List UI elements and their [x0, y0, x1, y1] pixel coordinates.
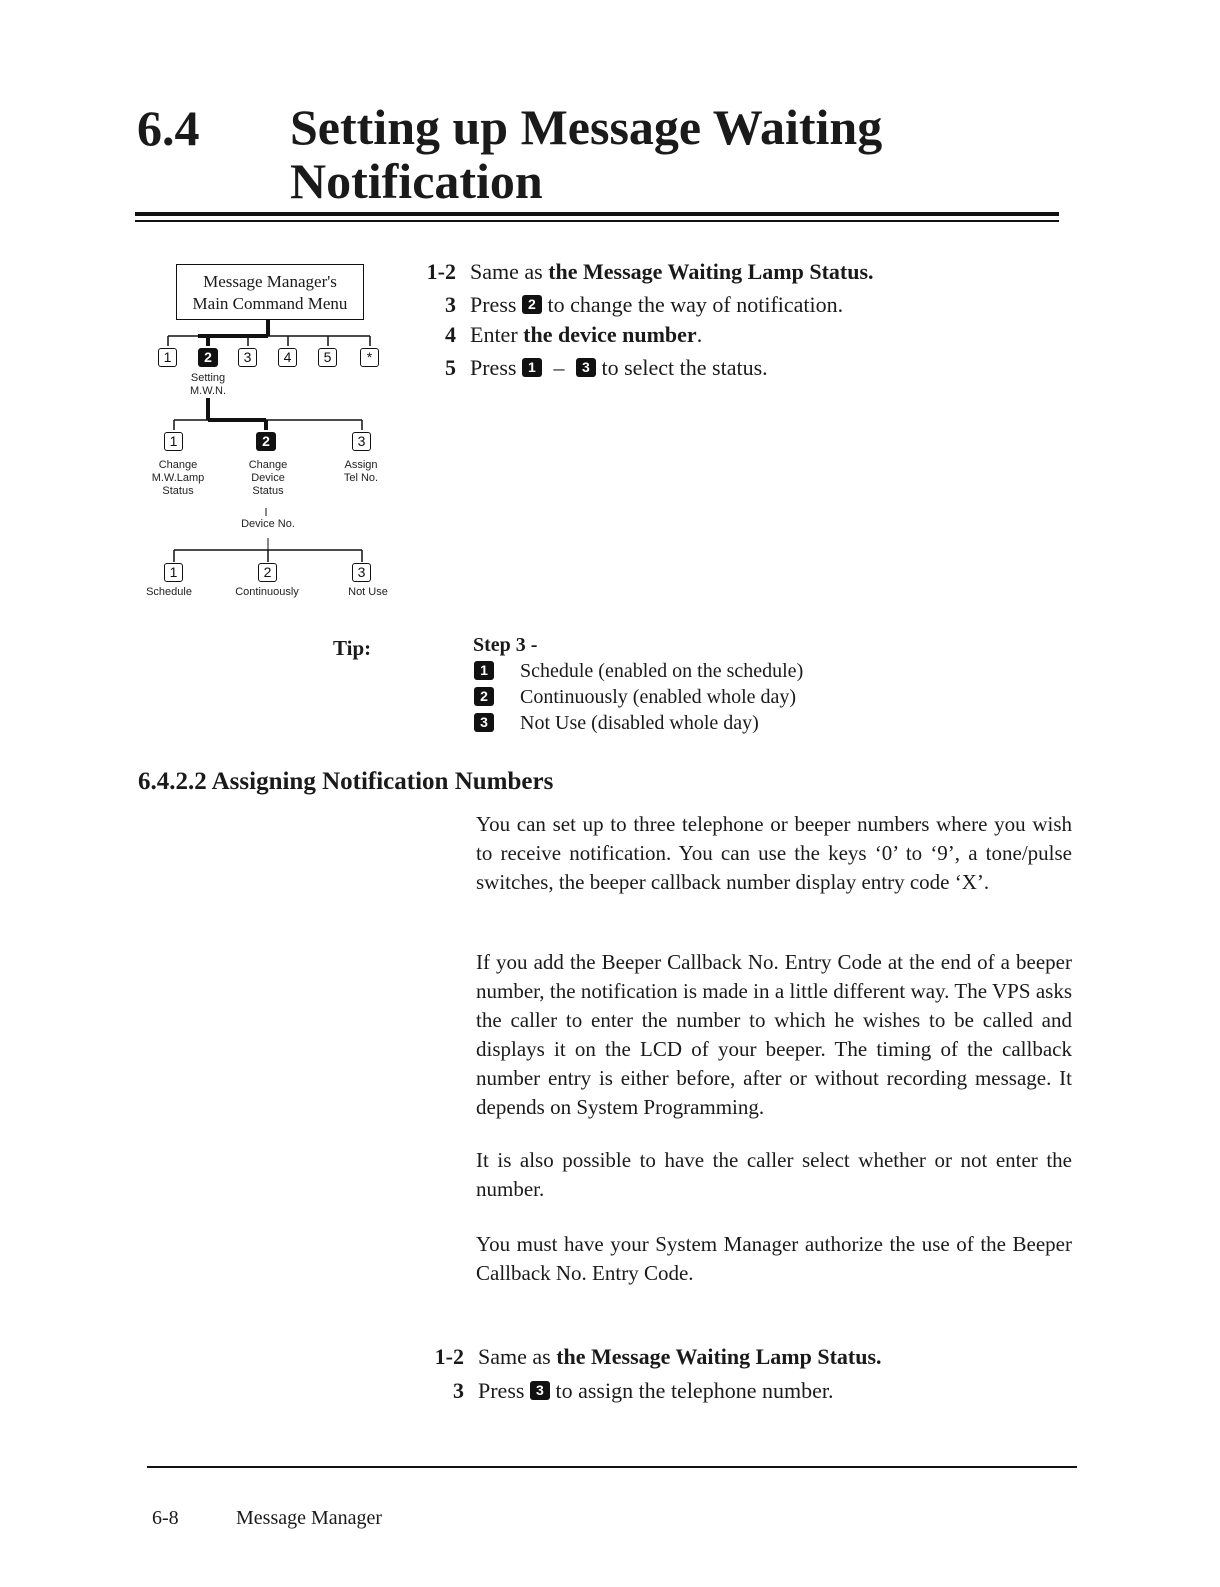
- step-text: to change the way of notification.: [541, 292, 844, 317]
- step-bold-text: the device number: [523, 322, 697, 347]
- page-title: [290, 100, 882, 208]
- step-text: to assign the telephone number.: [549, 1378, 834, 1403]
- tree-label-change-lamp-line2: M.W.Lamp: [151, 472, 205, 484]
- tree-label-continuously: Continuously: [235, 586, 299, 598]
- key-1-icon: 1: [522, 358, 542, 377]
- paragraph-2: If you add the Beeper Callback No. Entry Code at the end of a beeper number, the notification is made in a little different way. The VPS asks the caller to enter the number to which he wishes to be called and displays it on the LCD of your beeper. The timing of the callback number entry is either before, after or without recording message. It depends on System Programming.: [476, 950, 1072, 1119]
- tree-key-star: *: [360, 348, 379, 367]
- tree-label-change-lamp-line3: Status: [162, 485, 194, 497]
- tree-label-assign-tel: [330, 459, 392, 485]
- step-a-3: [420, 290, 843, 320]
- step-bold-text: the Message Waiting Lamp Status.: [556, 1344, 882, 1369]
- step-number: 3: [445, 292, 456, 317]
- tree-key-3: 3: [238, 348, 257, 367]
- tip-row-text: Continuously (enabled whole day): [520, 686, 797, 708]
- tree-label-assign-tel-line1: Assign: [344, 459, 378, 471]
- tip-row-text: Not Use (disabled whole day): [520, 712, 759, 734]
- tree-label-setting-line2: M.W.N.: [189, 385, 227, 397]
- step-b-3: [428, 1376, 833, 1406]
- footer-page-number: 6-8: [152, 1507, 179, 1529]
- step-text: to select the status.: [595, 355, 768, 380]
- menu-box-line2: Main Command Menu: [192, 294, 348, 313]
- tip-row-continuously: [474, 684, 796, 710]
- step-text: Same as: [478, 1344, 557, 1369]
- tree-label-schedule: Schedule: [146, 586, 192, 598]
- tip-label: Tip:: [333, 636, 372, 660]
- key-3-icon: 3: [576, 358, 596, 377]
- tree-key-not-use: 3: [352, 563, 371, 582]
- step-b-1-2: [428, 1342, 882, 1372]
- tip-row-text: Schedule (enabled on the schedule): [520, 660, 804, 682]
- tree-label-change-lamp: [138, 459, 218, 498]
- step-a-4: [420, 320, 702, 350]
- tree-key-change-lamp: 1: [164, 432, 183, 451]
- tree-label-not-use: Not Use: [348, 586, 388, 598]
- menu-box: [176, 264, 364, 320]
- heading-rule-thick: [135, 212, 1059, 216]
- step-number: 3: [453, 1378, 464, 1403]
- tree-key-continuously: 2: [258, 563, 277, 582]
- heading-rule-thin: [135, 220, 1059, 222]
- tree-label-device-no: Device No.: [241, 518, 295, 530]
- subsection-heading: 6.4.2.2 Assigning Notification Numbers: [138, 768, 554, 795]
- step-dash: –: [553, 355, 565, 380]
- tree-label-change-device-line1: Change: [248, 459, 288, 471]
- step-a-5: [420, 353, 768, 383]
- tree-key-assign-tel: 3: [352, 432, 371, 451]
- tree-key-change-device: 2: [256, 432, 276, 451]
- tip-step-title: Step 3 -: [473, 634, 538, 656]
- tree-key-4: 4: [278, 348, 297, 367]
- step-number: 5: [445, 355, 456, 380]
- tree-label-setting: [182, 372, 234, 398]
- tree-label-change-device-line2: Device: [251, 472, 285, 484]
- tree-label-change-lamp-line1: Change: [158, 459, 198, 471]
- step-text: Press: [470, 355, 522, 380]
- footer-title: Message Manager: [236, 1507, 383, 1529]
- step-text: Same as: [470, 259, 549, 284]
- tree-key-5: 5: [318, 348, 337, 367]
- section-number: 6.4: [137, 100, 200, 156]
- step-text: Enter: [470, 322, 524, 347]
- step-text: Press: [478, 1378, 530, 1403]
- step-number: 4: [445, 322, 456, 347]
- footer-rule: [147, 1466, 1077, 1468]
- tree-label-setting-line1: Setting: [190, 372, 226, 384]
- key-3-icon: 3: [530, 1381, 550, 1400]
- step-bold-text: the Message Waiting Lamp Status.: [548, 259, 874, 284]
- tree-key-schedule: 1: [164, 563, 183, 582]
- tip-row-not-use: [474, 710, 759, 736]
- paragraph-4: You must have your System Manager authorize the use of the Beeper Callback No. Entry Code.: [476, 1232, 1072, 1285]
- key-1-icon: 1: [474, 661, 494, 680]
- step-text: Press: [470, 292, 522, 317]
- key-3-icon: 3: [474, 713, 494, 732]
- tree-label-change-device: [232, 459, 304, 498]
- tree-key-2: 2: [198, 348, 218, 367]
- menu-box-line1: Message Manager's: [203, 272, 337, 291]
- paragraph-3: It is also possible to have the caller select whether or not enter the number.: [476, 1148, 1072, 1201]
- tree-label-change-device-line3: Status: [252, 485, 284, 497]
- tree-label-assign-tel-line2: Tel No.: [343, 472, 379, 484]
- step-a-1-2: [420, 257, 874, 287]
- page-title-line1: Setting up Message Waiting: [290, 99, 883, 155]
- key-2-icon: 2: [522, 295, 542, 314]
- paragraph-1: You can set up to three telephone or beeper numbers where you wish to receive notification. You can use the keys ‘0’ to ‘9’, a tone/pulse switches, the beeper callback number display entry code ‘X’.: [476, 812, 1072, 894]
- step-number: 1-2: [426, 259, 456, 284]
- tip-row-schedule: [474, 658, 803, 684]
- step-number: 1-2: [434, 1344, 464, 1369]
- tree-key-1: 1: [158, 348, 177, 367]
- page-title-line2: Notification: [290, 153, 543, 209]
- step-text: .: [696, 322, 703, 347]
- key-2-icon: 2: [474, 687, 494, 706]
